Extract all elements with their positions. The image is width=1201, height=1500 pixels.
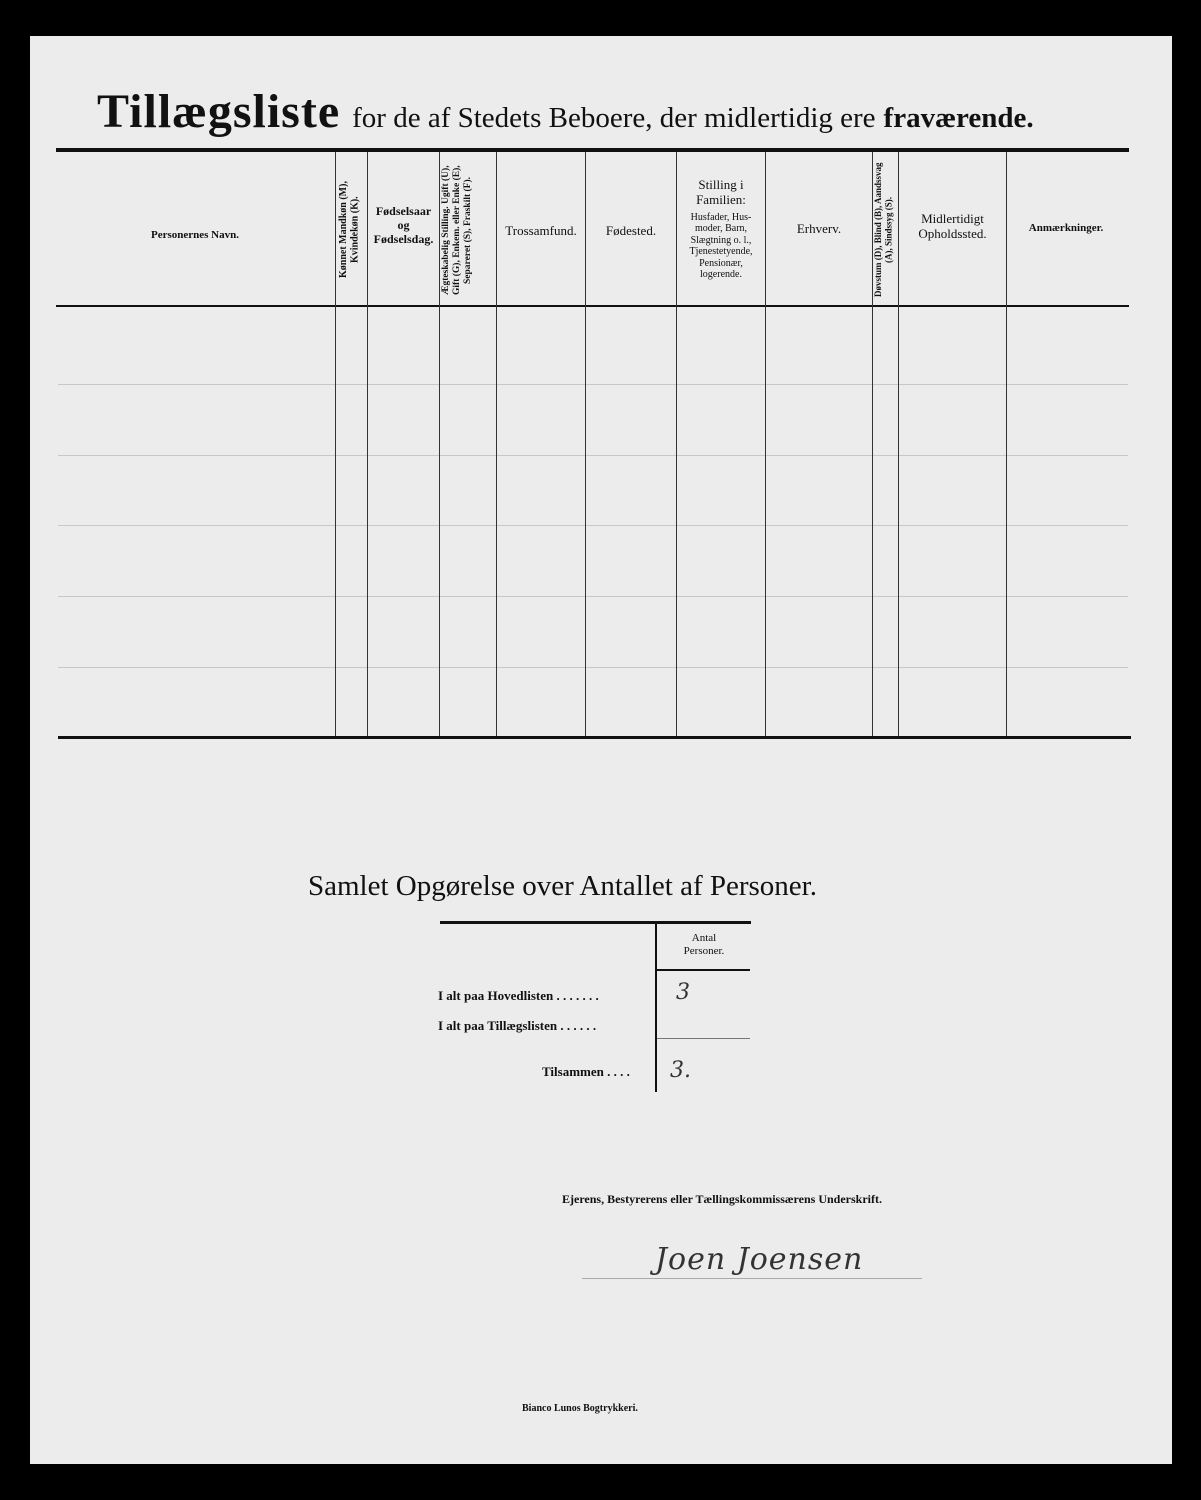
summary-vertical-rule [655, 924, 657, 1092]
table-header-rule [56, 305, 1129, 307]
summary-row-label: Tilsammen . . . . [542, 1064, 630, 1079]
census-sheet [30, 36, 1172, 1464]
header-fodselsaar [368, 205, 439, 246]
table-row [58, 525, 1128, 526]
header-erhverv: Erhverv. [796, 221, 842, 236]
column-divider [765, 152, 766, 736]
header-trossamfund: Trossamfund. [505, 223, 577, 238]
header-ophold-line1: Midlertidigt [921, 211, 984, 226]
header-stilling-line2: Familien: [696, 191, 746, 207]
header-stilling-line7: Pensionær, [699, 257, 743, 269]
table-row [58, 596, 1128, 597]
header-anmaerkninger: Anmærkninger. [1028, 222, 1104, 234]
printer-imprint: Bianco Lunos Bogtrykkeri. [522, 1403, 638, 1414]
header-dovstum: Døvstum (D), Blind (B), Aandssvag (A), Sindssyg (S). [873, 162, 894, 298]
header-fodselsaar-line3: Fødselsdag. [373, 231, 434, 246]
summary-header-rule [657, 969, 750, 971]
header-fodselsaar-line1: Fødselsaar [375, 204, 432, 218]
header-fodselsaar-line2: og [397, 217, 410, 232]
header-stilling-line5: Slægtning o. l., [690, 234, 752, 246]
summary-row-value: 3 [676, 980, 690, 1005]
table-top-rule [56, 148, 1129, 152]
summary-col-header-line2: Personer. [683, 944, 725, 957]
header-stilling-line1: Stilling i [698, 177, 744, 192]
table-row [58, 384, 1128, 385]
header-aegteskab: Ægteskabelig Stilling. Ugift (U), Gift (G), Enkem. eller Enke (E), Separeret (S), Fraskilt (F). [441, 165, 473, 295]
signature: Joen Joensen [655, 1242, 864, 1277]
summary-row-value: 3. [670, 1058, 691, 1083]
header-stilling-line8: logerende. [700, 269, 742, 281]
summary-title: Samlet Opgørelse over Antallet af Personer. [308, 870, 817, 902]
page-title [97, 84, 1034, 139]
summary-row-label: I alt paa Hovedlisten . . . . . . . [438, 988, 599, 1003]
summary-top-rule [440, 921, 751, 924]
header-stilling [677, 178, 765, 281]
column-divider [439, 152, 440, 736]
header-stilling-line6: Tjenestetyende, [689, 246, 753, 258]
header-fodested: Fødested. [605, 223, 657, 238]
signature-line [582, 1278, 922, 1279]
summary-col-header [658, 932, 750, 957]
header-stilling-line3: Husfader, Hus- [690, 211, 752, 223]
header-kjonnet: Kønnet Mandkøn (M), Kvindekøn (K). [338, 181, 361, 279]
title-main: Tillægsliste [97, 85, 341, 138]
header-stilling-line4: moder, Barn, [694, 223, 748, 235]
table-row [58, 455, 1128, 456]
column-divider [496, 152, 497, 736]
table-row [58, 667, 1128, 668]
title-rest: for de af Stedets Beboere, der midlertidig ere [352, 102, 876, 134]
column-divider [1006, 152, 1007, 736]
signature-label: Ejerens, Bestyrerens eller Tællingskommissærens Underskrift. [562, 1192, 882, 1206]
title-bold: fraværende. [883, 102, 1034, 134]
table-bottom-rule [58, 736, 1131, 739]
header-opholdssted [899, 212, 1006, 242]
summary-col-header-line1: Antal [691, 932, 717, 944]
column-divider [335, 152, 336, 736]
summary-sub-rule [657, 1038, 750, 1039]
column-divider [585, 152, 586, 736]
header-ophold-line2: Opholdssted. [918, 225, 987, 241]
summary-row-label: I alt paa Tillægslisten . . . . . . [438, 1018, 597, 1033]
header-navn: Personernes Navn. [151, 229, 239, 241]
